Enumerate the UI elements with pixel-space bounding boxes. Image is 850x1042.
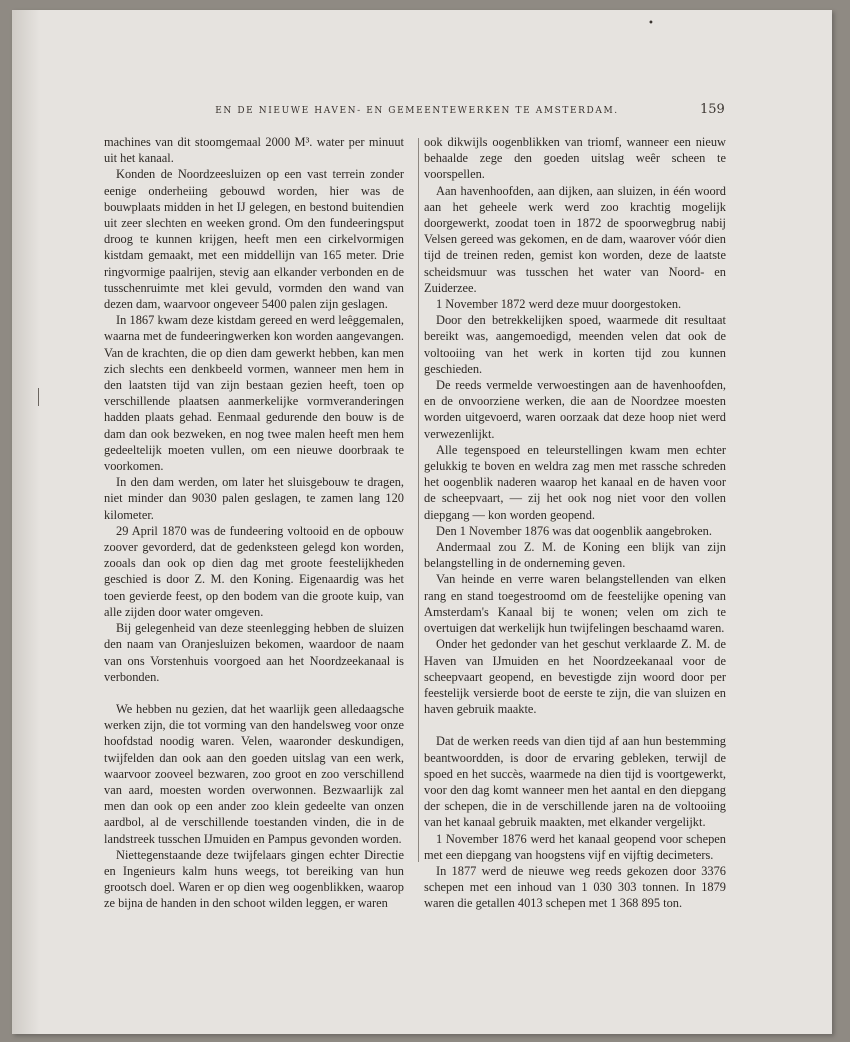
paragraph: Bij gelegenheid van deze steenlegging hebben de sluizen den naam van Oranjesluizen bekomen, waardoor de naam van ons Vorstenhuis voorgoed aan het Noordzeekanaal is verbonden. <box>104 621 404 684</box>
paragraph: Alle tegenspoed en teleurstellingen kwam men echter gelukkig te boven en weldra zag men met rassche schreden het oogenblik naderen waarop het kanaal en de haven voor de scheepvaart, — zij het ook nog niet voor den vollen diepgang — kon worden geopend. <box>424 442 726 522</box>
paragraph: In den dam werden, om later het sluisgebouw te dragen, niet minder dan 9030 palen geslagen, te zamen lang 120 kilometer. <box>104 475 404 522</box>
paragraph: Dat de werken reeds van dien tijd af aan hun bestemming beantwoordden, is door de ervaring gebleken, terwijl de spoed en het succès, waarmede na dien tijd is voortgewerkt, voor den dag komt wanneer men het aantal en den diepgang der schepen, die in de verschillende jaren na de voltooiing van het kanaal gebruik maakten, met elkander vergelijkt. <box>424 734 726 830</box>
column-divider <box>418 138 419 862</box>
book-page <box>12 10 832 1034</box>
corner-dot: • <box>648 18 654 29</box>
paragraph: 29 April 1870 was de fundeering voltooid en de opbouw zoover gevorderd, dat de gedenksteen gelegd kon worden, zooals dan ook op dien dag met groote feestelijkheden geschied is door Z. M. den Koning. Eigenaardig was het toen gevierde feest, op den bodem van die groote kuip, van alle zijden door water omgeven. <box>104 523 404 619</box>
paragraph: Aan havenhoofden, aan dijken, aan sluizen, in één woord aan het geheele werk werd zoo krachtig mogelijk doorgewerkt, zoodat toen in 1872 de spoorwegbrug nabij Velsen gereed was gekomen, en de dam, waarover vóór dien tijd de treinen reden, gemist kon worden, deze de laatste scheidsmuur was tusschen het water van Noord- en Zuiderzee. <box>424 183 726 295</box>
right-column <box>424 134 726 912</box>
paragraph: We hebben nu gezien, dat het waarlijk geen alledaagsche werken zijn, die tot vorming van den handelsweg voor onze hoofdstad noodig waren. Velen, waaronder deskundigen, twijfelden dan ook aan den goeden uitslag van een werk, waarvoor zooveel bezwaren, zoo groot en zoo verschillend van aard, moesten worden overwonnen. Bezwaarlijk zal men dan ook op een ander zoo klein gedeelte van onzen aardbol, al de verschillende toestanden vinden, die in de landstreek tusschen IJmuiden en Pampus gevonden worden. <box>104 701 404 846</box>
left-column <box>104 134 404 912</box>
paragraph: Den 1 November 1876 was dat oogenblik aangebroken. <box>436 523 712 538</box>
paragraph: ook dikwijls oogenblikken van triomf, wanneer een nieuw behaalde zege den goeden uitslag weêr scheen te voorspellen. <box>424 135 726 182</box>
page-spine-shadow <box>12 10 40 1034</box>
paragraph: In 1867 kwam deze kistdam gereed en werd leêggemalen, waarna met de fundeeringwerken kon worden aangevangen. Van de krachten, die op dien dam gewerkt hebben, kan men zich slechts een denkbeeld vormen, wanneer men hem in den laatsten tijd van zijn bestaan gezien heeft, toen op verschillende plaatsen aanmerkelijke vormveranderingen hadden plaats gehad. Eenmaal gedurende den bouw is de dam dan ook bezweken, en nog twee malen heeft men hem gedeeltelijk moeten vullen, om een nieuwe doorbraak te voorkomen. <box>104 313 404 474</box>
paragraph: Andermaal zou Z. M. de Koning een blijk van zijn belangstelling in de onderneming geven. <box>424 540 726 571</box>
paragraph: Onder het gedonder van het geschut verklaarde Z. M. de Haven van IJmuiden en het Noordzeekanaal voor de scheepvaart geopend, en bevestigde zijn woord door per feestelijk versierde boot de eerste te zijn, die van sluizen en haven gebruik maakte. <box>424 637 726 717</box>
page-number: 159 <box>700 102 725 117</box>
paragraph: Van heinde en verre waren belangstellenden van elken rang en stand toegestroomd om de feestelijke opening van Amsterdam's Kanaal bij te wonen; velen om zich te overtuigen dat werkelijk hun twijfelingen beschaamd waren. <box>424 572 726 636</box>
paragraph: 1 November 1872 werd deze muur doorgestoken. <box>436 297 682 312</box>
paragraph: Niettegenstaande deze twijfelaars gingen echter Directie en Ingenieurs kalm huns weegs, tot bereiking van hun grootsch doel. Waren er op dien weg oogenblikken, waarop ze bijna de handen in den schoot wilden leggen, er waren <box>104 847 404 911</box>
paragraph: 1 November 1876 werd het kanaal geopend voor schepen met een diepgang van hoogstens vijf en vijftig decimeters. <box>424 831 726 862</box>
margin-mark <box>38 388 39 406</box>
paragraph: machines van dit stoomgemaal 2000 M³. water per minuut uit het kanaal. <box>104 135 404 166</box>
paragraph: Konden de Noordzeesluizen op een vast terrein zonder eenige onderheiing gebouwd worden, hier was de bouwplaats midden in het IJ gelegen, en bestond buitendien uit zeer slechten en weeken grond. Om den fundeeringsput droog te kunnen krijgen, heeft men een cirkelvormigen kistdam gemaakt, met een middellijn van 165 meter. Drie ringvormige paalrijen, stevig aan elkander verbonden en de tusschenruimte met klei gevuld, vormden den wand van dezen dam, waarvoor ongeveer 5400 palen zijn geslagen. <box>104 167 404 312</box>
paragraph: In 1877 werd de nieuwe weg reeds gekozen door 3376 schepen met een inhoud van 1 030 303 tonnen. In 1879 waren die getallen 4013 schepen met 1 368 895 ton. <box>424 863 726 911</box>
running-title: EN DE NIEUWE HAVEN- EN GEMEENTEWERKEN TE AMSTERDAM. <box>215 106 619 116</box>
paragraph: De reeds vermelde verwoestingen aan de havenhoofden, en de onvoorziene werken, die aan de Noordzee moesten worden uitgevoerd, waren oorzaak dat deze hoop niet werd verwezenlijkt. <box>424 378 726 441</box>
paragraph: Door den betrekkelijken spoed, waarmede dit resultaat bereikt was, aangemoedigd, meenden velen dat ook de voltooiing van het werk in korten tijd zou kunnen geschieden. <box>424 313 726 376</box>
